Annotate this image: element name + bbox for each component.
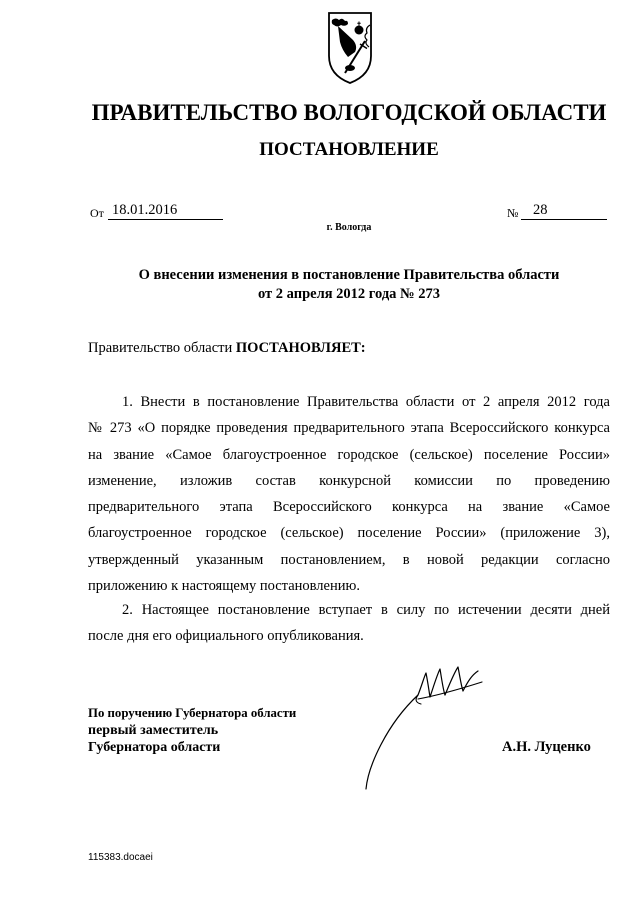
handwritten-signature <box>352 655 488 797</box>
preamble-text: Правительство области <box>88 340 236 356</box>
city-label: г. Вологда <box>326 222 372 233</box>
heading-line-2: от 2 апреля 2012 года № 273 <box>257 286 441 302</box>
orb-shape <box>355 26 364 35</box>
date-prefix-label: От <box>90 206 104 220</box>
paragraph-line: № 273 «О порядке проведения предварительного этапа Всероссийского конкурса <box>88 420 610 437</box>
paragraph-line: 1. Внести в постановление Правительства области от 2 апреля 2012 года <box>122 394 610 410</box>
signature-basis: По поручению Губернатора области <box>88 706 297 720</box>
coat-of-arms-graphic <box>326 10 374 86</box>
signatory-position-line-1: первый заместитель <box>88 723 219 738</box>
organization-title: ПРАВИТЕЛЬСТВО ВОЛОГОДСКОЙ ОБЛАСТИ <box>91 100 607 125</box>
signatory-position-line-2: Губернатора области <box>88 740 221 755</box>
paragraph-line: после дня его официального опубликования. <box>88 628 364 645</box>
paragraph-line: утвержденный указанным постановлением, в новой редакции согласно <box>88 551 610 568</box>
paragraph-line: предварительного этапа Всероссийского конкурса на звание «Самое <box>88 499 610 516</box>
paragraph-2 <box>88 597 610 650</box>
paragraph-line: приложению к настоящему постановлению. <box>88 578 360 595</box>
signature-hook <box>416 695 421 704</box>
document-heading <box>88 266 610 304</box>
file-code: 115383.docaei <box>88 852 153 863</box>
signatory-name: А.Н. Луценко <box>502 739 591 755</box>
number-field: 28 <box>521 201 607 220</box>
heading-line-1: О внесении изменения в постановление Правительства области <box>138 267 560 283</box>
preamble <box>88 335 366 361</box>
paragraph-line: благоустроенное городское (сельское) поселение России» (приложение 3), <box>88 525 610 542</box>
signature-stroke <box>366 667 478 789</box>
number-prefix-label: № <box>507 206 519 220</box>
paragraph-line: 2. Настоящее постановление вступает в силу по истечении десяти дней <box>122 602 610 618</box>
document-type-title: ПОСТАНОВЛЕНИЕ <box>259 139 439 160</box>
paragraph-line: на звание «Самое благоустроенное городское (сельское) поселение России» <box>88 446 610 463</box>
paragraph-1 <box>88 389 610 599</box>
coat-of-arms-icon <box>326 10 374 86</box>
preamble-keyword: ПОСТАНОВЛЯЕТ: <box>235 340 366 356</box>
shield-base-mark <box>345 65 355 71</box>
date-field: 18.01.2016 <box>108 201 223 220</box>
paragraph-line: изменение, изложив состав конкурсной комиссии по проведению <box>88 472 610 489</box>
